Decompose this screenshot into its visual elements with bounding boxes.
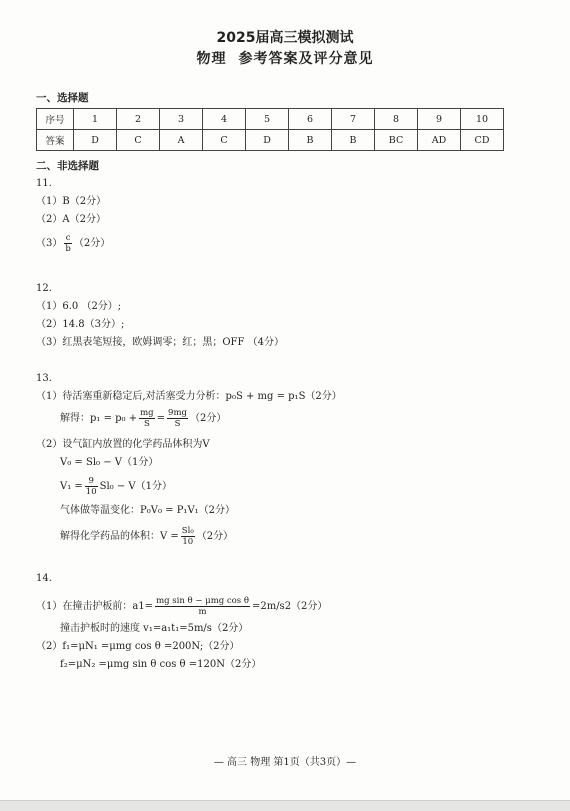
answer-key-label: 参考答案及评分意见: [238, 51, 374, 67]
table-cell: 5: [246, 109, 289, 130]
table-cell: C: [117, 130, 160, 151]
q13-answer-2: （2）设气缸内放置的化学药品体积为V: [36, 439, 210, 450]
table-cell: B: [332, 130, 375, 151]
q11-fraction: [64, 233, 71, 254]
fraction-numerator: 9mg: [168, 408, 187, 418]
q11-answer-1: （1）B（2分）: [36, 196, 107, 207]
q13-v1-fraction: [85, 476, 98, 497]
table-cell: A: [160, 130, 203, 151]
row-label: 序号: [37, 109, 74, 130]
table-cell: 4: [203, 109, 246, 130]
q14-acceleration-fraction: [155, 596, 250, 617]
fraction-numerator: mg: [140, 408, 154, 418]
table-row-numbers: [37, 109, 504, 130]
table-cell: D: [246, 130, 289, 151]
fraction-denominator: 10: [182, 537, 194, 547]
table-row-answers: [37, 130, 504, 151]
table-cell: D: [74, 130, 117, 151]
q11-answer-3-prefix: （3）: [36, 238, 63, 249]
fraction-numerator: Sl₀: [181, 526, 194, 536]
table-cell: 3: [160, 109, 203, 130]
fraction-denominator: S: [143, 419, 150, 429]
table-cell: 8: [375, 109, 418, 130]
answer-table: [36, 108, 504, 151]
table-cell: 7: [332, 109, 375, 130]
q11-answer-3: [36, 233, 110, 254]
row-label: 答案: [37, 130, 74, 151]
q13-v0-line: V₀ = Sl₀ − V（1分）: [60, 457, 159, 468]
table-cell: 2: [117, 109, 160, 130]
q11-answer-3-score: （2分）: [73, 238, 111, 249]
q13-result-line: [60, 526, 233, 547]
q14-answer-1-suffix: =2m/s2（2分）: [251, 601, 328, 612]
fraction-denominator: m: [198, 607, 207, 617]
viewer-bottom-bar: [0, 800, 570, 811]
table-cell: 9: [418, 109, 461, 130]
q14-answer-1-prefix: （1）在撞击护板前：a1=: [36, 601, 154, 612]
subject-label: 物理: [196, 51, 227, 67]
table-cell: 6: [289, 109, 332, 130]
q13-solve-score: （2分）: [189, 413, 227, 424]
q13-fraction-2: [167, 408, 188, 429]
table-cell: C: [203, 130, 246, 151]
q13-answer-1: （1）待活塞重新稳定后,对活塞受力分析：p₀S + mg = p₁S（2分）: [36, 391, 342, 402]
section1-heading: 一、选择题: [36, 92, 89, 104]
q13-isothermal-line: 气体做等温变化：P₀V₀ = P₁V₁（2分）: [60, 505, 236, 516]
q14-answer-1: [36, 596, 327, 617]
q12-answer-3: （3）红黑表笔短接，欧姆调零；红；黑；OFF （4分）: [36, 337, 284, 348]
q11-answer-2: （2）A（2分）: [36, 214, 106, 225]
section2-heading: 二、非选择题: [36, 160, 99, 172]
q12-number: 12.: [36, 283, 52, 294]
q13-result-prefix: 解得化学药品的体积：V =: [60, 531, 179, 542]
q12-answer-2: （2）14.8（3分）;: [36, 319, 125, 330]
fraction-denominator: b: [65, 244, 71, 254]
fraction-numerator: c: [65, 233, 71, 243]
fraction-denominator: 10: [85, 487, 97, 497]
table-cell: B: [289, 130, 332, 151]
q13-v1-prefix: V₁ =: [60, 481, 83, 492]
q13-fraction-1: [139, 408, 155, 429]
table-cell: AD: [418, 130, 461, 151]
q14-f2-line: f₂=μN₂ =μmg sin θ cos θ =120N（2分）: [60, 659, 262, 670]
q13-number: 13.: [36, 373, 52, 384]
q11-number: 11.: [36, 178, 52, 189]
table-cell: 10: [461, 109, 504, 130]
q14-number: 14.: [36, 573, 52, 584]
equals-sign: =: [156, 413, 166, 424]
exam-subtitle: [0, 48, 570, 68]
page-footer: — 高三 物理 第1页（共3页）—: [213, 757, 357, 768]
q13-v1-suffix: Sl₀ − V（1分）: [99, 481, 173, 492]
table-cell: CD: [461, 130, 504, 151]
table-cell: BC: [375, 130, 418, 151]
q13-solve-prefix: 解得：p₁ = p₀ +: [60, 413, 138, 424]
fraction-numerator: 9: [85, 476, 98, 487]
table-cell: 1: [74, 109, 117, 130]
q12-answer-1: （1）6.0 （2分）;: [36, 301, 122, 312]
q13-solve-line: [60, 408, 226, 429]
fraction-numerator: mg sin θ − μmg cos θ: [156, 596, 249, 606]
fraction-denominator: S: [174, 419, 181, 429]
q14-answer-2: （2）f₁=μN₁ =μmg cos θ =200N;（2分）: [36, 641, 240, 652]
q13-result-fraction: [181, 526, 195, 547]
q13-result-score: （2分）: [196, 531, 234, 542]
exam-title: 2025届高三模拟测试: [216, 30, 354, 46]
q13-v1-line: [60, 476, 172, 497]
q14-speed-line: 撞击护板时的速度 v₁=a₁t₁=5m/s（2分）: [60, 623, 249, 634]
